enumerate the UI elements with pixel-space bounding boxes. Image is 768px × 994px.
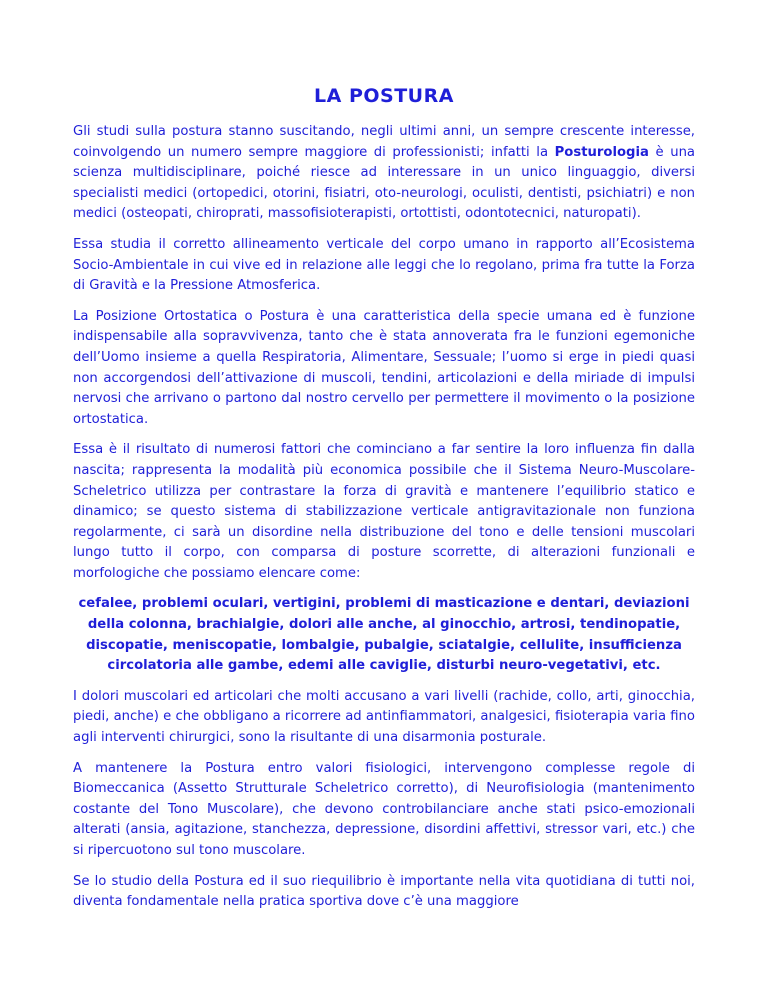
document-page <box>73 84 695 923</box>
paragraph-2: Essa studia il corretto allineamento verticale del corpo umano in rapporto all’Ecosistema Socio-Ambientale in cui vive ed in relazione alle leggi che lo regolano, prima fra tutte la Forza di Gravità e la Pressione Atmosferica. <box>73 236 695 294</box>
posturologia-term: Posturologia <box>554 144 649 160</box>
paragraph-7: Se lo studio della Postura ed il suo riequilibrio è importante nella vita quotidiana di tutti noi, diventa fondamentale nella pratica sportiva dove c’è una maggiore <box>73 873 695 910</box>
paragraph-3: La Posizione Ortostatica o Postura è una caratteristica della specie umana ed è funzione indispensabile alla sopravvivenza, tanto che è stata annoverata fra le funzioni egemoniche dell’Uomo insieme a quella Respiratoria, Alimentare, Sessuale; l’uomo si erge in piedi quasi non accorgendosi dell’attivazione di muscoli, tendini, articolazioni e della miriade di impulsi nervosi che arrivano o partono dal nostro cervello per permettere il movimento o la posizione ortostatica. <box>73 308 695 427</box>
paragraph-1-text-b: è una scienza multidisciplinare, poiché riesce ad interessare in un unico linguaggio, diversi specialisti medici (ortopedici, otorini, fisiatri, oto-neurologi, oculisti, dentisti, psichiatri) e non medici (osteopati, chiroprati, massofisioterapisti, ortottisti, odontotecnici, naturopati). <box>73 144 696 222</box>
paragraph-1-text-a: Gli studi sulla postura stanno suscitando, negli ultimi anni, un sempre crescente interesse, coinvolgendo un numero sempre maggiore di professionisti; infatti la <box>73 124 695 160</box>
paragraph-4: Essa è il risultato di numerosi fattori che cominciano a far sentire la loro influenza fin dalla nascita; rappresenta la modalità più economica possibile che il Sistema Neuro-Muscolare-Scheletrico utilizza per contrastare la forza di gravità e mantenere l’equilibrio statico e dinamico; se questo sistema di stabilizzazione verticale antigravitazionale non funziona regolarmente, ci sarà un disordine nella distribuzione del tono e delle tensioni muscolari lungo tutto il corpo, con comparsa di posture scorrette, di alterazioni funzionali e morfologiche che possiamo elencare come: <box>73 442 695 581</box>
paragraph-1 <box>73 122 695 225</box>
document-title: LA POSTURA <box>314 85 454 107</box>
symptoms-list: cefalee, problemi oculari, vertigini, problemi di masticazione e dentari, deviazioni della colonna, brachialgie, dolori alle anche, al ginocchio, artrosi, tendinopatie, discopatie, meniscopatie, lombalgie, pubalgie, sciatalgie, cellulite, insufficienza circolatoria alle gambe, edemi alle caviglie, disturbi neuro-vegetativi, etc. <box>78 596 690 674</box>
paragraph-6: A mantenere la Postura entro valori fisiologici, intervengono complesse regole di Biomeccanica (Assetto Strutturale Scheletrico corretto), di Neurofisiologia (mantenimento costante del Tono Muscolare), che devono controbilanciare anche stati psico-emozionali alterati (ansia, agitazione, stanchezza, depressione, disordini affettivi, stressor vari, etc.) che si ripercuotono sul tono muscolare. <box>73 760 695 858</box>
paragraph-5: I dolori muscolari ed articolari che molti accusano a vari livelli (rachide, collo, arti, ginocchia, piedi, anche) e che obbligano a ricorrere ad antinfiammatori, analgesici, fisioterapia varia fino agli interventi chirurgici, sono la risultante di una disarmonia posturale. <box>73 688 695 746</box>
